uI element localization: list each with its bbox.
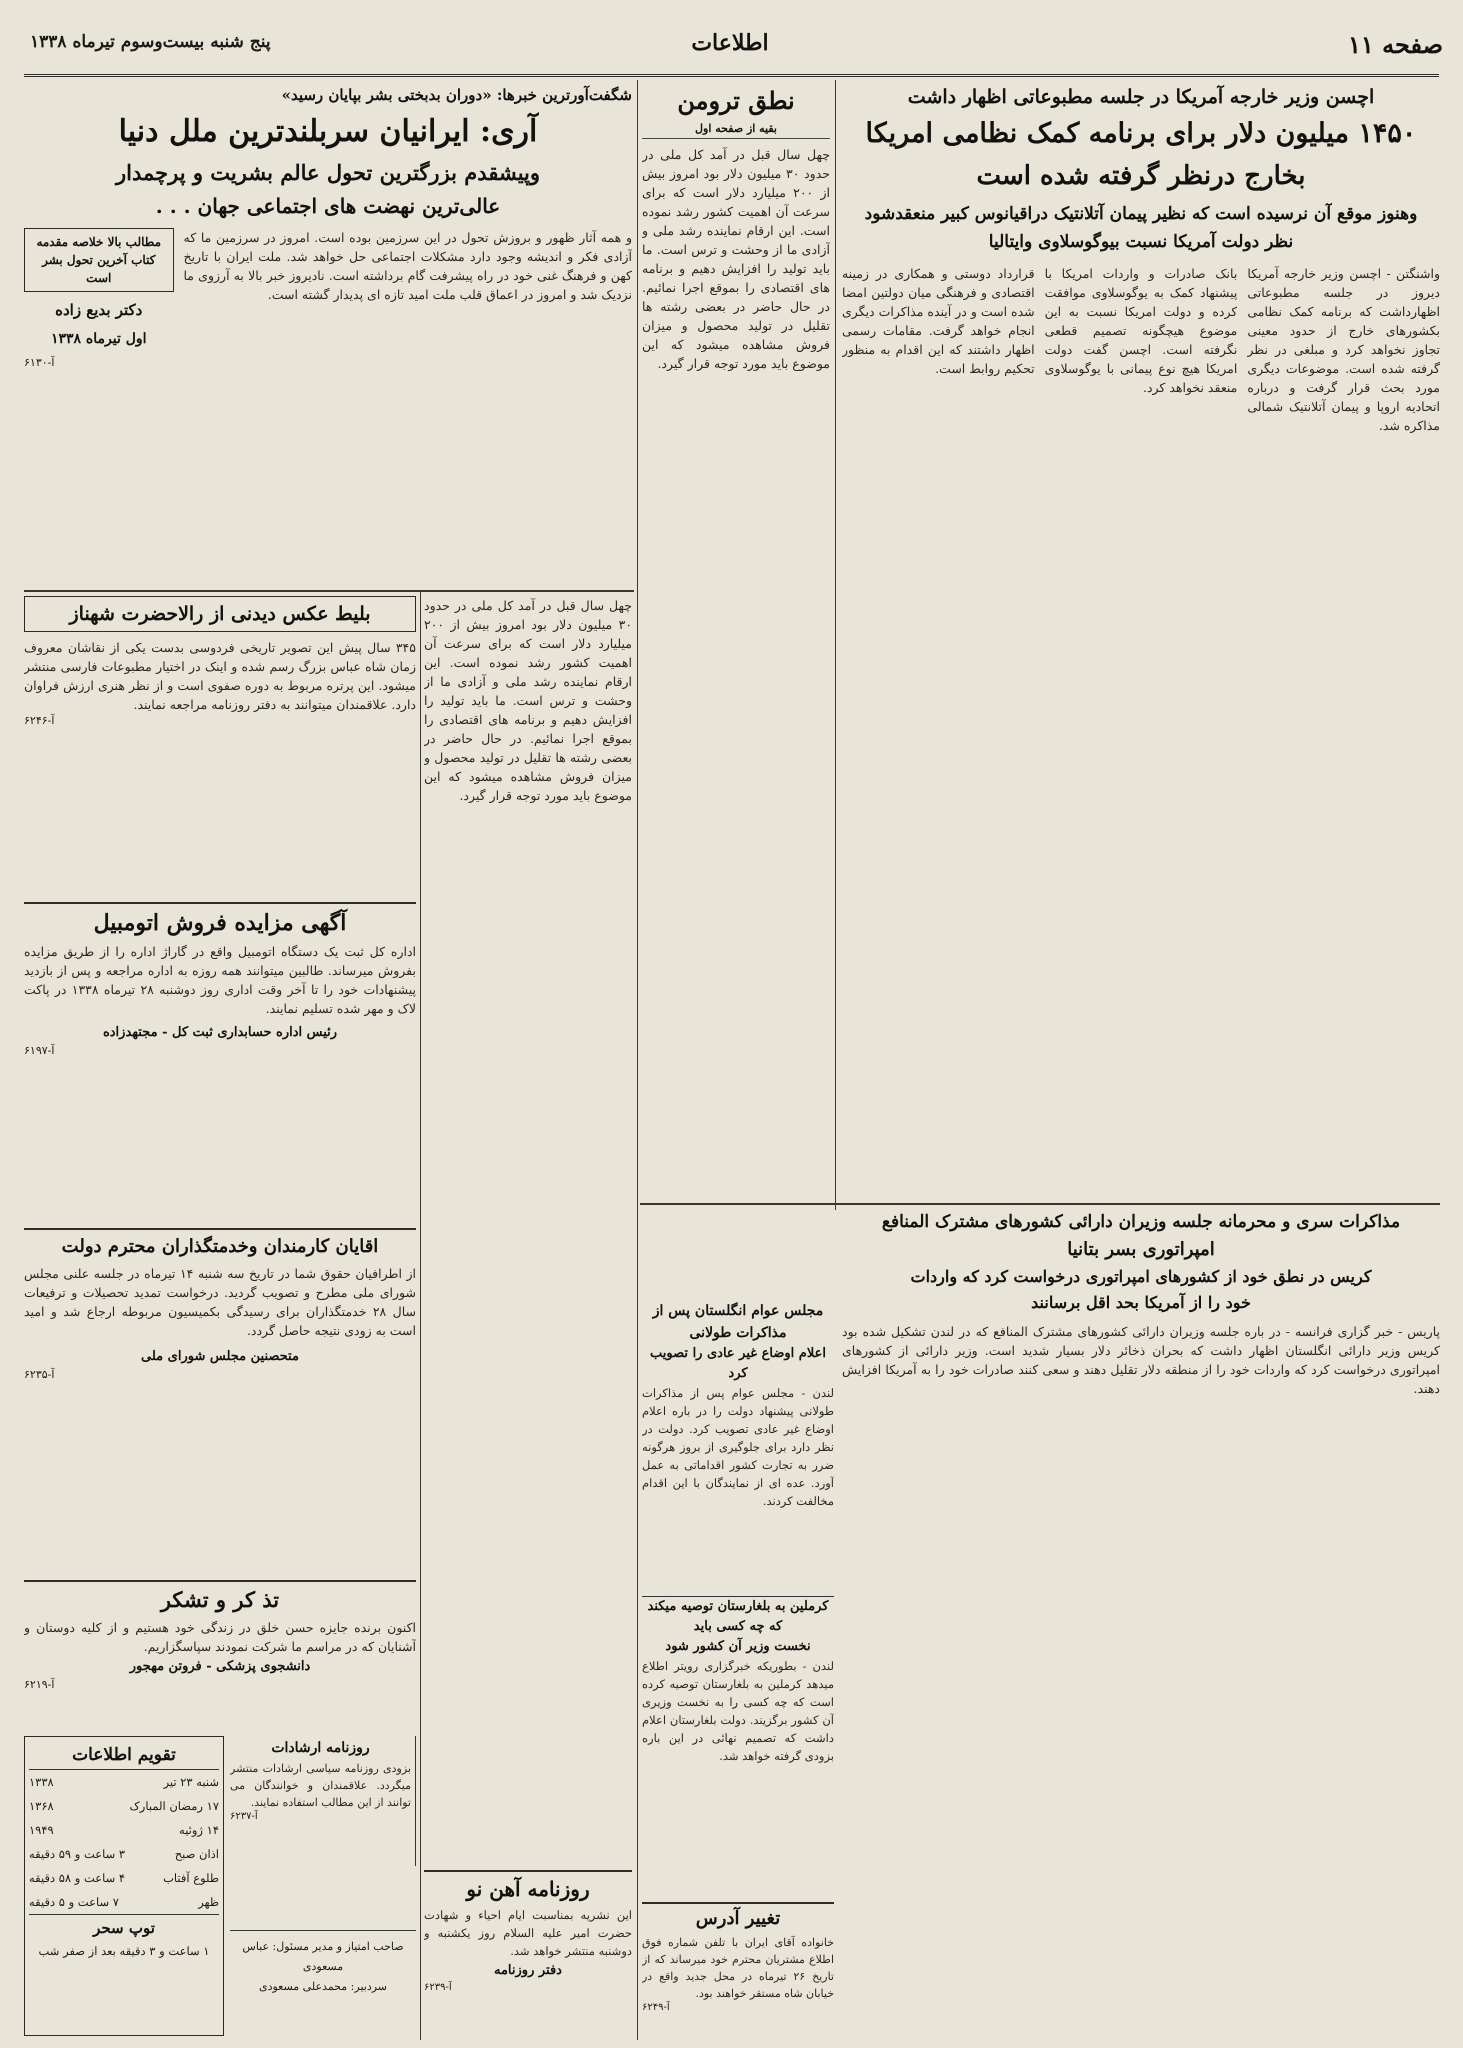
iran-headline-3: عالی‌ترین نهضت های اجتماعی جهان . . .	[155, 194, 501, 218]
address-ref: آ-۶۲۴۹	[642, 2002, 670, 2013]
lead-headline-2: بخارج درنظر گرفته شده است	[976, 161, 1306, 191]
calendar-value: ۱۳۳۸	[29, 1775, 54, 1789]
calendar-label: شنبه ۲۳ تیر	[163, 1775, 219, 1789]
secret-headline-4: خود را از آمریکا بحد اقل برسانند	[1031, 1293, 1251, 1312]
truman-continuation: چهل سال قبل در آمد کل ملی در حدود ۳۰ میلیون دلار بود امروز بیش از ۲۰۰ میلیارد دلار است که برای سرعت آن اهمیت کشور رشد نموده است. این ارقام نماینده رشد ملی و آزادی ما از وحشت و ترس است. ما باید تولید را افزایش دهیم و برنامه های اقتصادی را بموقع اجرا نمائیم. در حال حاضر در بعضی رشته ها تقلیل در تولید محصول و میزان فروش مشاهده میشود که این موضوع باید مورد توجه قرار گیرد.	[424, 598, 632, 803]
bulgaria-story	[642, 1596, 834, 1896]
section-rule	[640, 1203, 1440, 1205]
secret-body: پاریس - خبر گزاری فرانسه - در باره جلسه وزیران دارائی کشورهای مشترک المنافع که در لندن تشکیل شده بود کریس وزیر دارائی انگلستان اظهار داشت که بحران ذخائر دلار بسیار شدید است. وزیر دارائی از کشورهای امپراتوری درخواست کرد که واردات خود را از منطقه دلار تقلیل دهند و سعی کنند صادرات خود را به آمریکا افزایش دهند.	[842, 1324, 1440, 1396]
calendar-row	[29, 1794, 219, 1818]
truman-headline: نطق ترومن	[677, 86, 795, 115]
lead-body-col3: قرارداد دوستی و همکاری در زمینه اقتصادی و فرهنگی میان دولتین امضا شده است و در آینده مذاکرات دیگری انجام خواهد گرفت. مقامات رسمی اظهار داشتند که این اقدام به منظور تحکیم روابط است.	[842, 266, 1035, 376]
lead-body-col2: بانک صادرات و واردات امریکا با پیشنهاد کمک به یوگوسلاوی موافقت کرده و دولت امریکا نسبت به این موضوع هیچگونه تصمیم قطعی نگرفته است. اچسن گفت دولت امریکا هیچ نوع پیمانی با یوگوسلاوی منعقد نخواهد کرد.	[1044, 266, 1238, 395]
calendar-value: ۴ ساعت و ۵۸ دقیقه	[29, 1871, 126, 1885]
calendar-row	[29, 1770, 219, 1794]
calendar-row	[29, 1890, 219, 1914]
truman-speech	[642, 82, 830, 1197]
ferdowsi-notice	[24, 596, 416, 896]
calendar-value: ۱۳۶۸	[29, 1799, 54, 1813]
auction-ref: آ-۶۱۹۷	[24, 1044, 55, 1057]
commons-headline: مجلس عوام انگلستان پس از مذاکرات طولانی	[652, 1303, 824, 1341]
calendar-row	[29, 1866, 219, 1890]
page-number: صفحه ۱۱	[1347, 30, 1443, 59]
lead-subhead-2: نظر دولت آمریکا نسبت بیوگوسلاوی وایتالیا	[988, 232, 1294, 252]
iran-date: اول تیرماه ۱۳۳۸	[50, 331, 147, 347]
ferdowsi-headline: بلیط عکس دیدنی از رالاحضرت شهناز	[24, 596, 416, 632]
lead-body-col1: واشنگتن - اچسن وزیر خارجه آمریکا دیروز در جلسه مطبوعاتی اظهارداشت که برنامه کمک نظامی بکشورهای خارج از حدود معینی تجاوز نخواهد کرد و مبلغی در نظر گرفته شده است. موضوعات دیگری مورد بحث قرار گرفت و درباره اتحادیه اروپا و پیمان آتلانتیک شمالی مذاکره شد.	[1247, 266, 1440, 433]
iran-body: و همه آثار ظهور و بروزش تحول در این سرزمین بوده است. امروز در سرزمین ما که آزادی فکر و اندیشه وجود دارد مشکلات اجتماعی حل خواهد شد. ملت ایران با تاریخ کهن و فرهنگ غنی خود در راه پیشرفت گام برداشته است. نادیروز خبر بالا به آرزوی ما نزدیک شد و امروز در اعماق قلب ملت امید تازه ای پدیدار گشته است.	[183, 230, 632, 302]
calendar-value: ۱۹۴۹	[29, 1823, 54, 1837]
thanks-ref: آ-۶۲۱۹	[24, 1678, 55, 1691]
column-rule	[420, 590, 421, 2040]
auction-body: اداره کل ثبت یک دستگاه اتومبیل واقع در گاراژ اداره را از طریق مزایده بفروش میرساند. طالبین میتوانند همه روزه به اداره مراجعه و پس از بازدید پیشنهادات خود را تا آخر وقت اداری روز دوشنبه ۲۸ تیرماه ۱۳۳۸ در پاکت لاک و مهر شده تسلیم نمایند.	[24, 944, 416, 1016]
truman-continued: بقیه از صفحه اول	[642, 120, 830, 139]
officials-ref: آ-۶۲۳۵	[24, 1368, 55, 1381]
bulgaria-body: لندن - بطوریکه خبرگزاری رویتر اطلاع میدهد کرملین به بلغارستان توصیه کرده است که چه کسی را به نخست وزیری آن کشور برگزیند. دولت بلغارستان اعلام داشت که تصمیم نهائی در این باره بزودی گرفته خواهد شد.	[642, 1659, 834, 1763]
bulgaria-subhead: نخست وزیر آن کشور شود	[665, 1639, 811, 1654]
calendar-footer-value: ۱ ساعت و ۳ دقیقه بعد از صفر شب	[38, 1944, 210, 1958]
calendar-label: اذان صبح	[174, 1847, 219, 1861]
insurance-ref: آ-۶۲۳۷	[230, 1811, 258, 1822]
calendar-footer-title: توپ سحر	[29, 1914, 219, 1941]
bulgaria-headline: کرملین به بلغارستان توصیه میکند که چه کسی باید	[647, 1599, 829, 1634]
column-rule	[637, 80, 638, 2040]
iran-ref: آ-۶۱۳۰	[24, 356, 55, 369]
lead-kicker: اچسن وزیر خارجه آمریکا در جلسه مطبوعاتی اظهار داشت	[907, 86, 1375, 108]
credits	[230, 1930, 416, 2030]
section-rule	[24, 590, 634, 592]
calendar-value: ۷ ساعت و ۵ دقیقه	[29, 1895, 119, 1909]
date-line: پنج شنبه بیست‌وسوم تیرماه ۱۳۳۸	[30, 32, 271, 52]
commons-subhead: اعلام اوضاع غیر عادی را تصویب کرد	[650, 1346, 826, 1381]
ferdowsi-ref: آ-۶۲۴۶	[24, 714, 55, 727]
commons-story	[642, 1300, 834, 1590]
officials-headline: اقایان کارمندان وخدمتگذاران محترم دولت	[61, 1236, 379, 1257]
calendar-row	[29, 1842, 219, 1866]
iran-sidebar	[24, 228, 174, 528]
calendar-label: ظهر	[198, 1895, 219, 1909]
calendar-label: ۱۷ رمضان المبارک	[129, 1799, 219, 1813]
iran-box-title: مطالب بالا خلاصه مقدمه کتاب آخرین تحول بشر است	[24, 228, 174, 292]
credits-editor: سردبیر: محمدعلی مسعودی	[258, 1980, 388, 1993]
lead-story	[842, 82, 1440, 1197]
iron-paper-body: این نشریه بمناسبت ایام احیاء و شهادت حضرت امیر علیه السلام روز یکشنبه و دوشنبه منتشر خواهد شد.	[424, 1908, 632, 1958]
insurance-body: بزودی روزنامه سیاسی ارشادات منتشر میگردد. علاقمندان و خوانندگان می توانند از این مطالب استفاده نمایند.	[230, 1762, 411, 1809]
thanks-body: اکنون برنده جایزه حسن خلق در زندگی خود هستیم و از کلیه دوستان و آشنایان که در مراسم ما شرکت نمودند سپاسگزاریم.	[24, 1620, 416, 1654]
auction-headline: آگهی مزایده فروش اتومبیل	[93, 910, 347, 936]
iron-paper-headline: روزنامه آهن نو	[466, 1877, 590, 1901]
auction-signer: رئیس اداره حسابداری ثبت کل - مجتهدزاده	[102, 1025, 338, 1040]
address-body: خانواده آقای ایران با تلفن شماره فوق اطلاع مشتریان محترم خود میرساند که از تاریخ ۲۶ تیرماه در محل جدید واقع در خیابان شاه مستقر خواهند بود.	[642, 1936, 834, 2000]
column-rule	[835, 80, 836, 1210]
calendar-label: ۱۴ ژوئیه	[179, 1823, 219, 1837]
masthead: اطلاعات	[691, 30, 769, 56]
calendar-label: طلوع آفتاب	[163, 1871, 219, 1885]
iran-headline-2: وپیشقدم بزرگترین تحول عالم بشریت و پرچمدار	[115, 160, 541, 185]
insurance-notice	[230, 1736, 416, 1866]
secret-meeting	[842, 1208, 1440, 2038]
address-notice	[642, 1902, 834, 2038]
address-headline: تغییر آدرس	[695, 1908, 781, 1929]
lead-subhead: وهنوز موقع آن نرسیده است که نظیر پیمان آتلانتیک دراقیانوس کبیر منعقدشود	[864, 204, 1418, 224]
secret-headline-2: امپراتوری بسر بتانیا	[1067, 1239, 1215, 1260]
secret-headline: مذاکرات سری و محرمانه جلسه وزیران دارائی کشورهای مشترک المنافع	[881, 1212, 1401, 1232]
calendar-row	[29, 1818, 219, 1842]
truman-body: چهل سال قبل در آمد کل ملی در حدود ۳۰ میلیون دلار بود امروز بیش از ۲۰۰ میلیارد دلار است که برای سرعت آن اهمیت کشور رشد نموده است. این ارقام نماینده رشد ملی و آزادی ما از وحشت و ترس است. ما باید تولید را افزایش دهیم و برنامه های اقتصادی را بموقع اجرا نمائیم. در حال حاضر در بعضی رشته ها تقلیل در تولید محصول و میزان فروش مشاهده میشود که این موضوع باید مورد توجه قرار گیرد.	[642, 147, 830, 371]
secret-headline-3: کریس در نطق خود از کشورهای امپراتوری درخواست کرد که واردات	[910, 1267, 1372, 1286]
officials-notice	[24, 1228, 416, 1574]
iran-story	[24, 82, 632, 582]
calendar-title: تقویم اطلاعات	[29, 1741, 219, 1770]
credits-owner: صاحب امتیاز و مدیر مسئول: عباس مسعودی	[242, 1940, 404, 1973]
iran-headline: آری: ایرانیان سربلندترین ملل دنیا	[118, 114, 538, 149]
lead-headline: ۱۴۵۰ میلیون دلار برای برنامه کمک نظامی امریکا	[865, 118, 1417, 149]
officials-body: از اطرافیان حقوق شما در تاریخ سه شنبه ۱۴ تیرماه در جلسه علنی مجلس شورای ملی مطرح و تصویب گردید. درخواست تمدید تحصیلات و ترفیعات سال ۲۸ خدمتگذاران برای رسیدگی بکمیسیون مربوطه ارجاع شد و امید است به زودی نتیجه حاصل گردد.	[24, 1266, 416, 1338]
header-rule	[24, 74, 1439, 77]
iran-signature: دکتر بدیع زاده	[55, 301, 143, 319]
iran-kicker: شگفت‌آورترین خبرها: «دوران بدبختی بشر بپایان رسید»	[281, 86, 632, 104]
iron-paper-ref: آ-۶۲۳۹	[424, 1982, 452, 1993]
commons-body: لندن - مجلس عوام پس از مذاکرات طولانی پیشنهاد دولت را در باره اعلام اوضاع غیر عادی تصویب کرد. دولت در نظر دارد برای جلوگیری از بروز هرگونه ضرر به تجارت کشور اقداماتی به عمل آورد. عده ای از نمایندگان با این اقدام مخالفت کردند.	[642, 1386, 834, 1508]
officials-signer: متحصنین مجلس شورای ملی	[141, 1349, 299, 1364]
iron-paper-notice	[424, 1870, 632, 2040]
thanks-signer: دانشجوی پزشکی - فروتن مهجور	[129, 1659, 311, 1674]
iron-paper-office: دفتر روزنامه	[494, 1963, 562, 1978]
calendar-box	[24, 1736, 224, 2036]
insurance-headline: روزنامه ارشادات	[271, 1740, 370, 1756]
auction-notice	[24, 902, 416, 1222]
ferdowsi-body: ۳۴۵ سال پیش این تصویر تاریخی فردوسی بدست یکی از نقاشان معروف زمان شاه عباس بزرگ رسم شده و اینک در اختیار مطبوعات فارسی منتشر میشود. این پرتره مربوط به دوره صفوی است و از نظر هنری ارزش فراوان دارد. علاقمندان میتوانند به دفتر روزنامه مراجعه نمایند.	[24, 640, 416, 712]
calendar-value: ۳ ساعت و ۵۹ دقیقه	[29, 1847, 126, 1861]
thanks-notice	[24, 1580, 416, 1730]
thanks-headline: تذ کر و تشکر	[160, 1587, 280, 1612]
